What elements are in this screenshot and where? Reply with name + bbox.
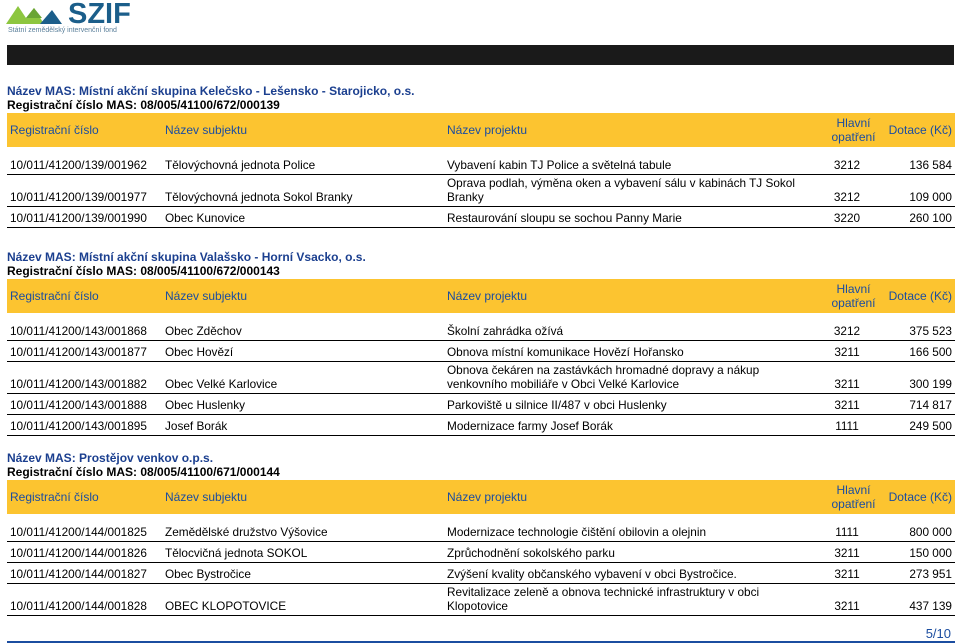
table-header — [7, 480, 955, 514]
table-row — [7, 319, 955, 340]
table-row — [7, 393, 955, 414]
cell-amount: 260 100 — [882, 206, 955, 227]
cell-code: 3211 — [812, 340, 882, 361]
projects-table — [7, 480, 955, 616]
table-row — [7, 361, 955, 393]
cell-reg: 10/011/41200/139/001962 — [7, 153, 162, 174]
cell-code: 3212 — [812, 174, 882, 206]
cell-project: Oprava podlah, výměna oken a vybavení sálu v kabinách TJ Sokol Branky — [444, 174, 812, 206]
cell-amount: 150 000 — [882, 541, 955, 562]
cell-amount: 136 584 — [882, 153, 955, 174]
header-project: Název projektu — [444, 480, 812, 514]
table-row — [7, 541, 955, 562]
mas-reg-number: Registrační číslo MAS: 08/005/41100/672/000143 — [7, 264, 280, 278]
header-subject: Název subjektu — [162, 279, 444, 313]
cell-amount: 273 951 — [882, 562, 955, 583]
cell-amount: 714 817 — [882, 393, 955, 414]
mas-title: Název MAS: Prostějov venkov o.p.s. — [7, 451, 214, 465]
cell-project: Revitalizace zeleně a obnova technické infrastruktury v obci Klopotovice — [444, 583, 812, 615]
projects-table — [7, 113, 955, 228]
cell-code: 3220 — [812, 206, 882, 227]
cell-code: 3211 — [812, 583, 882, 615]
table-row — [7, 206, 955, 227]
table-row — [7, 562, 955, 583]
cell-reg: 10/011/41200/143/001895 — [7, 414, 162, 435]
cell-project: Modernizace farmy Josef Borák — [444, 414, 812, 435]
cell-subject: Obec Kunovice — [162, 206, 444, 227]
header-rule — [7, 45, 954, 65]
mas-title: Název MAS: Místní akční skupina Valašsko - Horní Vsacko, o.s. — [7, 250, 366, 264]
cell-reg: 10/011/41200/139/001977 — [7, 174, 162, 206]
mas-reg-number: Registrační číslo MAS: 08/005/41100/671/000144 — [7, 465, 280, 479]
cell-amount: 249 500 — [882, 414, 955, 435]
table-header — [7, 113, 955, 147]
cell-subject: Tělovýchovná jednota Police — [162, 153, 444, 174]
cell-subject: Obec Bystročice — [162, 562, 444, 583]
cell-amount: 437 139 — [882, 583, 955, 615]
cell-reg: 10/011/41200/144/001825 — [7, 520, 162, 541]
cell-project: Zprůchodnění sokolského parku — [444, 541, 812, 562]
cell-subject: Obec Hovězí — [162, 340, 444, 361]
mas-section-2 — [7, 250, 955, 436]
cell-subject: Obec Zděchov — [162, 319, 444, 340]
cell-subject: Obec Velké Karlovice — [162, 361, 444, 393]
cell-project: Parkoviště u silnice II/487 v obci Huslenky — [444, 393, 812, 414]
table-row — [7, 583, 955, 615]
header-reg: Registrační číslo — [7, 480, 162, 514]
table-header — [7, 279, 955, 313]
cell-code: 3211 — [812, 361, 882, 393]
cell-code: 3212 — [812, 319, 882, 340]
szif-logo — [4, 2, 134, 36]
cell-code: 1111 — [812, 414, 882, 435]
table-row — [7, 153, 955, 174]
header-dotace: Dotace (Kč) — [882, 480, 955, 514]
mas-section-3 — [7, 451, 955, 616]
cell-subject: Zemědělské družstvo Výšovice — [162, 520, 444, 541]
cell-amount: 375 523 — [882, 319, 955, 340]
cell-amount: 109 000 — [882, 174, 955, 206]
cell-code: 3212 — [812, 153, 882, 174]
cell-code: 3211 — [812, 541, 882, 562]
cell-project: Obnova místní komunikace Hovězí Hořansko — [444, 340, 812, 361]
mas-section-1 — [7, 84, 955, 228]
cell-reg: 10/011/41200/144/001826 — [7, 541, 162, 562]
cell-reg: 10/011/41200/144/001828 — [7, 583, 162, 615]
header-dotace: Dotace (Kč) — [882, 279, 955, 313]
cell-reg: 10/011/41200/143/001888 — [7, 393, 162, 414]
cell-reg: 10/011/41200/143/001882 — [7, 361, 162, 393]
header-project: Název projektu — [444, 113, 812, 147]
logo-subtitle: Státní zemědělský intervenční fond — [8, 27, 117, 34]
mas-reg-number: Registrační číslo MAS: 08/005/41100/672/000139 — [7, 98, 280, 112]
cell-subject: Josef Borák — [162, 414, 444, 435]
header-hlavni-opatreni: Hlavní opatření — [812, 279, 882, 313]
header-subject: Název subjektu — [162, 113, 444, 147]
header-reg: Registrační číslo — [7, 279, 162, 313]
header-dotace: Dotace (Kč) — [882, 113, 955, 147]
cell-amount: 800 000 — [882, 520, 955, 541]
cell-project: Vybavení kabin TJ Police a světelná tabule — [444, 153, 812, 174]
table-row — [7, 174, 955, 206]
cell-subject: Tělovýchovná jednota Sokol Branky — [162, 174, 444, 206]
page-number: 5/10 — [925, 626, 951, 641]
logo-name: SZIF — [68, 0, 131, 30]
cell-reg: 10/011/41200/144/001827 — [7, 562, 162, 583]
cell-project: Modernizace technologie čištění obilovin a olejnin — [444, 520, 812, 541]
cell-amount: 166 500 — [882, 340, 955, 361]
cell-code: 1111 — [812, 520, 882, 541]
cell-reg: 10/011/41200/143/001877 — [7, 340, 162, 361]
cell-project: Restaurování sloupu se sochou Panny Marie — [444, 206, 812, 227]
header-reg: Registrační číslo — [7, 113, 162, 147]
cell-subject: Obec Huslenky — [162, 393, 444, 414]
cell-amount: 300 199 — [882, 361, 955, 393]
cell-reg: 10/011/41200/143/001868 — [7, 319, 162, 340]
header-subject: Název subjektu — [162, 480, 444, 514]
cell-project: Zvýšení kvality občanského vybavení v obci Bystročice. — [444, 562, 812, 583]
cell-project: Školní zahrádka ožívá — [444, 319, 812, 340]
cell-subject: OBEC KLOPOTOVICE — [162, 583, 444, 615]
header-hlavni-opatreni: Hlavní opatření — [812, 113, 882, 147]
table-row — [7, 340, 955, 361]
mas-title: Název MAS: Místní akční skupina Kelečsko - Lešensko - Starojicko, o.s. — [7, 84, 415, 98]
cell-code: 3211 — [812, 393, 882, 414]
cell-code: 3211 — [812, 562, 882, 583]
table-row — [7, 520, 955, 541]
szif-logo-icon — [4, 2, 64, 26]
table-row — [7, 414, 955, 435]
projects-table — [7, 279, 955, 436]
header-hlavni-opatreni: Hlavní opatření — [812, 480, 882, 514]
cell-reg: 10/011/41200/139/001990 — [7, 206, 162, 227]
cell-subject: Tělocvičná jednota SOKOL — [162, 541, 444, 562]
cell-project: Obnova čekáren na zastávkách hromadné dopravy a nákup venkovního mobiliáře v Obci Velké Karlovice — [444, 361, 812, 393]
header-project: Název projektu — [444, 279, 812, 313]
